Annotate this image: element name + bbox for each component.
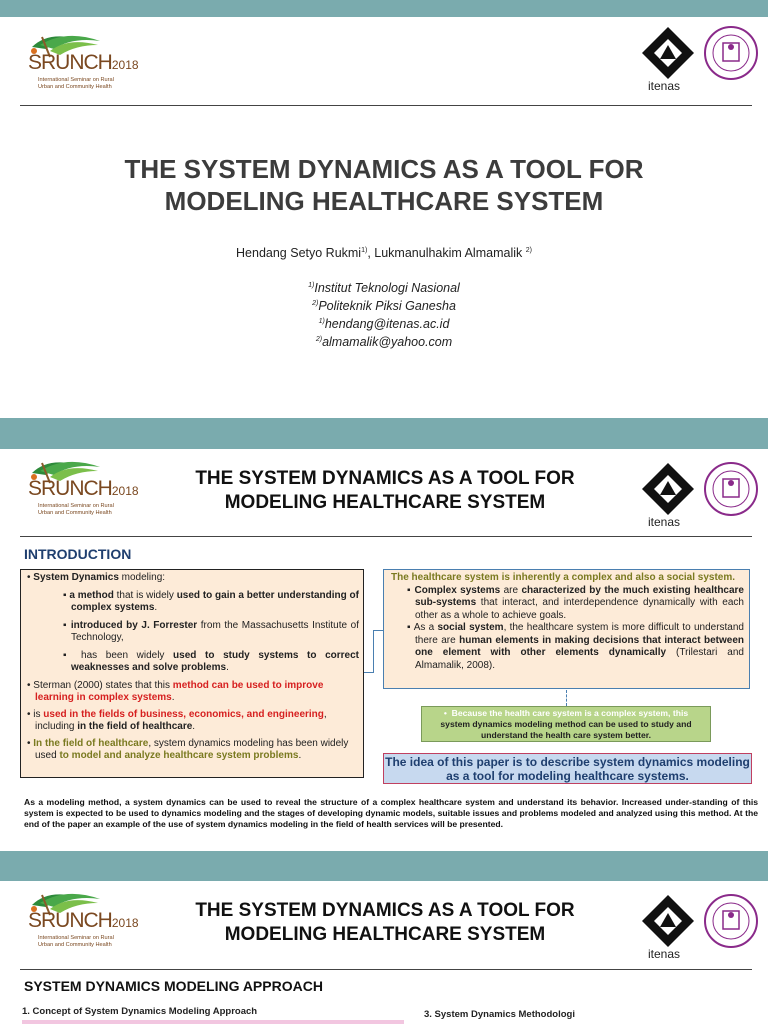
isrunch-logo xyxy=(20,29,142,101)
affiliations xyxy=(0,278,768,351)
intro-left-panel xyxy=(20,569,364,778)
paper-idea-box: The idea of this paper is to describe system dynamics modeling as a tool for modeling healthcare systems. xyxy=(383,753,752,784)
slide3-title-line2: MODELING HEALTHCARE SYSTEM xyxy=(224,924,546,945)
isrunch-logo: SRUNCH2018 International Seminar on Rural Urban and Community Health xyxy=(20,887,142,959)
bullet-system-dynamics: • System Dynamics modeling: ▪ a method that is widely used to gain a better understanding of complex systems. ▪ introduced by J. Forrester from the Massachusetts Institute of Technology, ▪ has been widely used to study systems to correct weaknesses and solve problems. xyxy=(27,572,359,673)
slide1-title-line1: THE SYSTEM DYNAMICS AS A TOOL FOR xyxy=(124,154,644,184)
slide3-title-line1: THE SYSTEM DYNAMICS AS A TOOL FOR xyxy=(195,900,575,921)
slide-modeling-approach xyxy=(0,881,768,1024)
partner-logos: itenas xyxy=(638,893,758,965)
slide2-title-line2: MODELING HEALTHCARE SYSTEM xyxy=(224,492,546,513)
itenas-logo-text: itenas xyxy=(648,79,681,93)
slide-title xyxy=(0,17,768,418)
connector-line xyxy=(364,630,374,672)
partner-logos xyxy=(638,25,758,97)
connector-line xyxy=(374,630,383,631)
abstract-paragraph: As a modeling method, a system dynamics can be used to reveal the structure of a complex healthcare system and understand its behavior. Increased under-standing of this system is expected to be used to dynamics modeling and the stages of developing dynamic models, suitable issues and problems modeled and analyzed using this method. At the end of the paper an example of the use of system dynamics modeling in the field of health services will be presented. xyxy=(24,797,758,829)
header-divider xyxy=(20,105,752,106)
subsection-1: 1. Concept of System Dynamics Modeling Approach xyxy=(22,1006,258,1017)
header-divider xyxy=(20,536,752,537)
affiliation-1: $^{1)}$Institut Teknologi Nasional xyxy=(308,281,460,296)
intro-conclusion-box: • Because the health care system is a complex system, this system dynamics modeling method can be used to study and understand the health care system better. xyxy=(421,706,711,742)
email-2: $^{2)}$almamalik@yahoo.com xyxy=(315,335,453,350)
isrunch-brand: SRUNCH2018 xyxy=(28,51,139,74)
header-divider xyxy=(20,969,752,970)
connector-dashed xyxy=(566,690,567,706)
section-heading: SYSTEM DYNAMICS MODELING APPROACH xyxy=(24,978,323,994)
top-band xyxy=(0,0,768,17)
isrunch-subtitle: International Seminar on Rural Urban and Community Health xyxy=(38,77,114,90)
subsection-3: 3. System Dynamics Methodologi xyxy=(424,1009,575,1020)
bullet-fields: • is used in the fields of business, economics, and engineering, including in the field of healthcare. xyxy=(27,708,327,732)
slide1-title-line2: MODELING HEALTHCARE SYSTEM xyxy=(164,186,604,216)
bullet-sterman: • Sterman (2000) states that this method can be used to improve learning in complex systems. xyxy=(27,679,324,703)
highlight-strip xyxy=(22,1020,404,1024)
affiliation-2: $^{2)}$Politeknik Piksi Ganesha xyxy=(312,299,456,314)
partner-logos: itenas xyxy=(638,461,758,533)
intro-right-panel: The healthcare system is inherently a complex and also a social system. ▪ Complex systems are characterized by the much existing healthcare sub-systems that interact, and interdependence dynamically with each other as a whole to achieve goals. ▪ As a social system, the healthcare system is more difficult to understand there are human elements in making decisions that interact between one element with other elements dynamically (Trilestari and Almamalik, 2008). xyxy=(383,569,750,689)
band-3 xyxy=(0,851,768,881)
authors: Hendang Setyo Rukmi$^{1)}$, Lukmanulhakim Almamalik $^{2)}$ xyxy=(236,246,532,260)
connector-line xyxy=(364,672,374,673)
email-1: $^{1)}$hendang@itenas.ac.id xyxy=(318,317,450,332)
section-heading: INTRODUCTION xyxy=(24,546,132,562)
isrunch-logo: SRUNCH2018 International Seminar on Rural Urban and Community Health xyxy=(20,455,142,527)
bullet-healthcare: • In the field of healthcare, system dynamics modeling has been widely used to model and analyze healthcare system problems. xyxy=(27,737,349,761)
band-2 xyxy=(0,418,768,449)
slide2-title-line1: THE SYSTEM DYNAMICS AS A TOOL FOR xyxy=(195,468,575,489)
